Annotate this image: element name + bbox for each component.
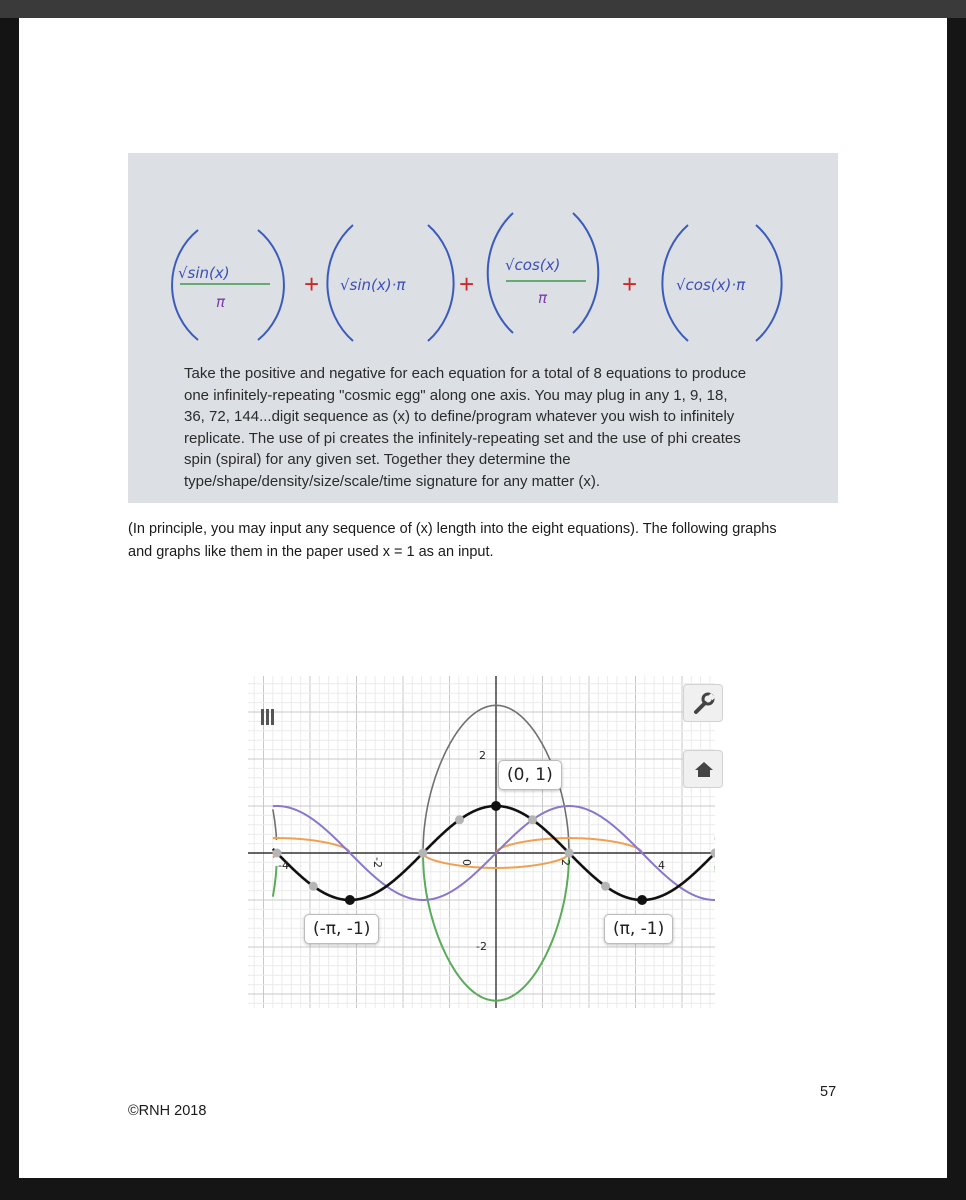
plus-sign-2: +: [459, 269, 475, 299]
copyright-footer: ©RNH 2018: [128, 1103, 207, 1119]
caption-line: replicate. The use of pi creates the infinitely-repeating set and the use of phi creates: [184, 429, 741, 447]
intersection-point: [528, 815, 537, 824]
y-tick-label: 2: [479, 749, 486, 762]
intersection-point: [455, 815, 464, 824]
viewer-top-bar: [0, 0, 966, 18]
x-tick-label: -4: [278, 859, 289, 872]
intersection-point: [601, 882, 610, 891]
caption-line: type/shape/density/size/scale/time signature for any matter (x).: [184, 472, 601, 490]
point-label-right: (π, -1): [604, 914, 673, 944]
plus-sign-1: +: [304, 269, 320, 299]
x-tick-label: 2: [559, 859, 572, 866]
caption-line: spin (spiral) for any given set. Together they determine the: [184, 451, 571, 468]
wrench-icon: [684, 685, 724, 723]
x-tick-label: 0: [460, 859, 473, 866]
x-tick-label: 4: [658, 859, 665, 872]
function-graph: [248, 676, 715, 1008]
labelled-point: [637, 895, 647, 905]
photo-caption: [184, 363, 804, 492]
viewer-bottom-bar: [0, 1178, 966, 1200]
caption-line: Take the positive and negative for each equation for a total of 8 equations to produce: [184, 365, 747, 382]
eq3-denominator: π: [538, 289, 548, 307]
eq4-expression: √cos(x)·π: [676, 276, 746, 294]
eq1-numerator: √sin(x): [178, 264, 230, 282]
caption-line: one infinitely-repeating "cosmic egg" along one axis. You may plug in any 1, 9, 18,: [184, 386, 728, 404]
labelled-point: [345, 895, 355, 905]
eq3-numerator: √cos(x): [505, 256, 561, 274]
eq2-expression: √sin(x)·π: [340, 276, 406, 294]
body-paragraph: [128, 518, 848, 564]
y-tick-label: -2: [476, 940, 487, 953]
home-icon: [684, 751, 724, 789]
point-label-left: (-π, -1): [304, 914, 379, 944]
body-line: and graphs like them in the paper used x = 1 as an input.: [128, 544, 494, 560]
point-label-top: (0, 1): [498, 760, 562, 790]
body-line: (In principle, you may input any sequence of (x) length into the eight equations). The following graphs: [128, 521, 777, 537]
wrench-button[interactable]: [683, 684, 723, 722]
home-button[interactable]: [683, 750, 723, 788]
caption-line: 36, 72, 144...digit sequence as (x) to define/program whatever you wish to infinitely: [184, 408, 735, 425]
labelled-point: [491, 801, 501, 811]
intersection-point: [309, 882, 318, 891]
intersection-point: [565, 849, 574, 858]
equations-photo: [128, 153, 838, 503]
menu-icon: [256, 706, 278, 728]
viewer-right-border: [947, 18, 966, 1178]
eq1-denominator: π: [216, 293, 226, 311]
intersection-point: [272, 849, 281, 858]
page-number: 57: [820, 1084, 837, 1100]
menu-button[interactable]: [256, 706, 278, 728]
x-tick-label: -2: [370, 857, 384, 868]
plus-sign-3: +: [622, 269, 638, 299]
document-page: [19, 18, 947, 1178]
intersection-point: [418, 849, 427, 858]
graph-screenshot: [248, 676, 715, 1008]
